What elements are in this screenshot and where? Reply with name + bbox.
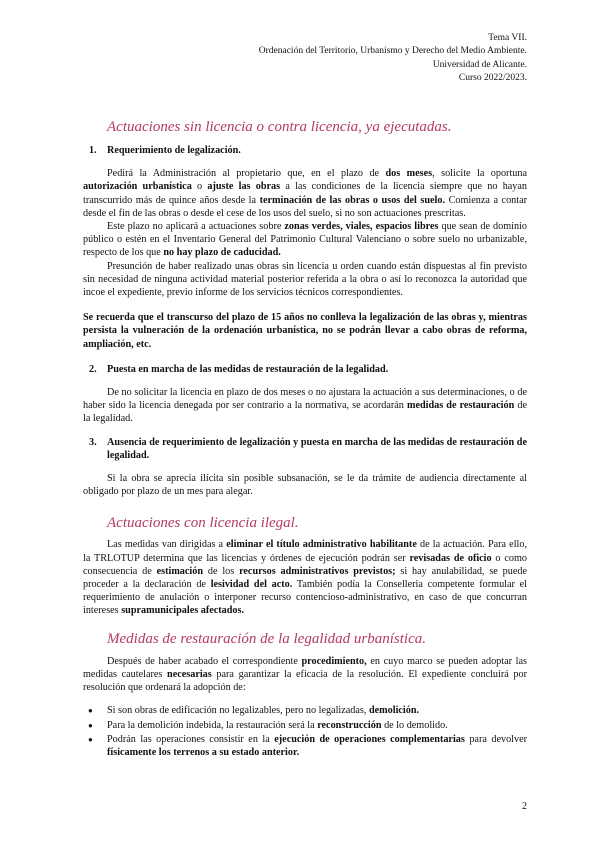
heading-number: 1. [89, 145, 97, 156]
page-number: 2 [522, 801, 527, 812]
numbered-heading-1 [83, 144, 527, 157]
header-topic: Tema VII. [488, 33, 527, 43]
numbered-heading-2 [83, 363, 527, 376]
section-title-restoration: Medidas de restauración de la legalidad urbanística. [107, 630, 426, 647]
heading-text: Puesta en marcha de las medidas de restauración de la legalidad. [107, 363, 389, 375]
heading-text: Ausencia de requerimiento de legalización y puesta en marcha de las medidas de restauración de legalidad. [107, 436, 527, 461]
section-title-unlicensed: Actuaciones sin licencia o contra licencia, ya ejecutadas. [107, 119, 452, 135]
paragraph-hearing: Si la obra se aprecia ilícita sin posible subsanación, se le da trámite de audiencia directamente al obligado por plazo de un mes para alegar. [83, 473, 527, 498]
paragraph-restoration: Después de haber acabado el correspondiente procedimiento, en cuyo marco se pueden adoptar las medidas cautelares necesarias para garantizar la eficacia de la resolución. El expediente concluirá por resolución que ordenará la adopción de: [83, 655, 528, 694]
numbered-heading-3 [83, 436, 527, 462]
header-course: Curso 2022/2023. [458, 73, 527, 84]
list-item: ● Si son obras de edificación no legalizables, pero no legalizadas, demolición. [83, 704, 527, 717]
heading-number: 2. [89, 363, 97, 375]
header-subject: Ordenación del Territorio, Urbanismo y Derecho del Medio Ambiente. [258, 46, 527, 57]
list-item: ● Podrán las operaciones consistir en la ejecución de operaciones complementarias para devolver físicamente los terrenos a su estado anterior. [83, 733, 527, 759]
paragraph-legalization-request: Pedirá la Administración al propietario que, en el plazo de dos meses, solicite la oportuna autorización urbanística o ajuste las obras a las condiciones de la licencia siempre que no hayan transcurrido más de quince años desde la terminación de las obras o usos del suelo. Comienza a contar desde el fin de las obras o desde el cese de los usos del suelo, si no son actuaciones prescritas. [83, 168, 528, 219]
restoration-list [83, 704, 527, 759]
header-university: Universidad de Alicante. [432, 59, 527, 70]
section-title-illegal-license: Actuaciones con licencia ilegal. [107, 515, 299, 532]
list-item: ● Para la demolición indebida, la restauración será la reconstrucción de lo demolido. [83, 719, 527, 732]
heading-text: Requerimiento de legalización. [107, 145, 241, 156]
paragraph-illegal-license: Las medidas van dirigidas a eliminar el título administrativo habilitante de la actuación. Para ello, la TRLOTUP determina que las licencias y órdenes de ejecución podrán ser revisadas de oficio o como consecuencia de estimación de los recursos administrativos previstos; si hay anulabilidad, se puede proceder a la declaración de lesividad del acto. También podía la Conselleria competente formular el requerimiento de anulación o interponer recurso contencioso-administrativo, en caso de que concurran intereses supramunicipales afectados. [83, 539, 528, 617]
document-body [83, 118, 527, 760]
paragraph-no-expiry: Este plazo no aplicará a actuaciones sobre zonas verdes, viales, espacios libres que sean de dominio público o estén en el Inventario General del Patrimonio Cultural Valenciano o sobre suelo no urbanizable, respecto de los que no hay plazo de caducidad. [83, 221, 527, 259]
page-header [259, 32, 527, 86]
paragraph-reminder: Se recuerda que el transcurso del plazo de 15 años no conlleva la legalización de las obras y, mientras persista la vulneración de la ordenación urbanística, no se podrán llevar a cabo obras de reforma, ampliación, etc. [83, 312, 527, 350]
paragraph-restoration-measures: De no solicitar la licencia en plazo de dos meses o no ajustara la actuación a sus determinaciones, o de haber sido la licencia denegada por ser contrario a la normativa, se acordarán medidas de restauración de la legalidad. [83, 387, 527, 425]
paragraph-presumption: Presunción de haber realizado unas obras sin licencia u orden cuando están dispuestas al fin previsto sin necesidad de ninguna actividad material posterior referida a la obra o así lo reconozca la autoridad que incoe el expediente, previo informe de los servicios técnicos correspondientes. [83, 260, 527, 299]
heading-number: 3. [89, 436, 97, 448]
